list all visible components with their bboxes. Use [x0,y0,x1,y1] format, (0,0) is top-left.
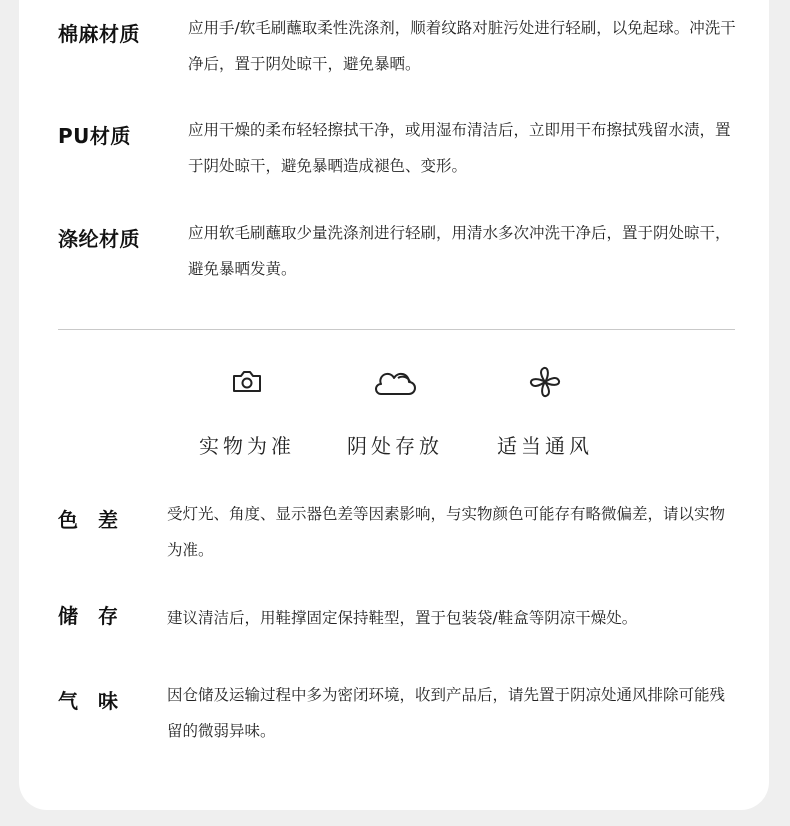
note-label: 气味 [58,689,138,713]
feature-label: 实物为准 [199,434,295,458]
section-divider [58,329,735,330]
note-label: 色差 [58,508,138,532]
material-label: 棉麻材质 [58,22,140,46]
feature-label: 阴处存放 [347,434,443,458]
material-desc: 应用软毛刷蘸取少量洗涤剂进行轻刷，用清水多次冲洗干净后，置于阴处晾干，避免暴晒发黄。 [188,224,731,278]
material-label: PU材质 [58,124,131,148]
feature-ventilation [470,364,620,459]
material-label: 涤纶材质 [58,227,140,251]
material-desc: 应用干燥的柔布轻轻擦拭干净，或用湿布清洁后，立即用干布擦拭残留水渍，置于阴处晾干，避免暴晒造成褪色、变形。 [188,121,731,175]
note-desc: 受灯光、角度、显示器色差等因素影响，与实物颜色可能存有略微偏差，请以实物为准。 [167,505,726,559]
note-label: 储存 [58,604,138,628]
note-desc: 因仓储及运输过程中多为密闭环境，收到产品后，请先置于阴凉处通风排除可能残留的微弱异味。 [167,686,726,740]
note-desc: 建议清洁后，用鞋撑固定保持鞋型，置于包装袋/鞋盒等阴凉干燥处。 [167,609,638,627]
fan-icon [527,364,563,400]
feature-shade-storage [320,364,470,459]
camera-icon [229,364,265,400]
cloud-icon [372,364,418,400]
material-desc: 应用手/软毛刷蘸取柔性洗涤剂，顺着纹路对脏污处进行轻刷，以免起球。冲洗干净后，置于阴处晾干，避免暴晒。 [188,19,736,73]
feature-actual-product [172,364,322,459]
feature-label: 适当通风 [497,434,593,458]
